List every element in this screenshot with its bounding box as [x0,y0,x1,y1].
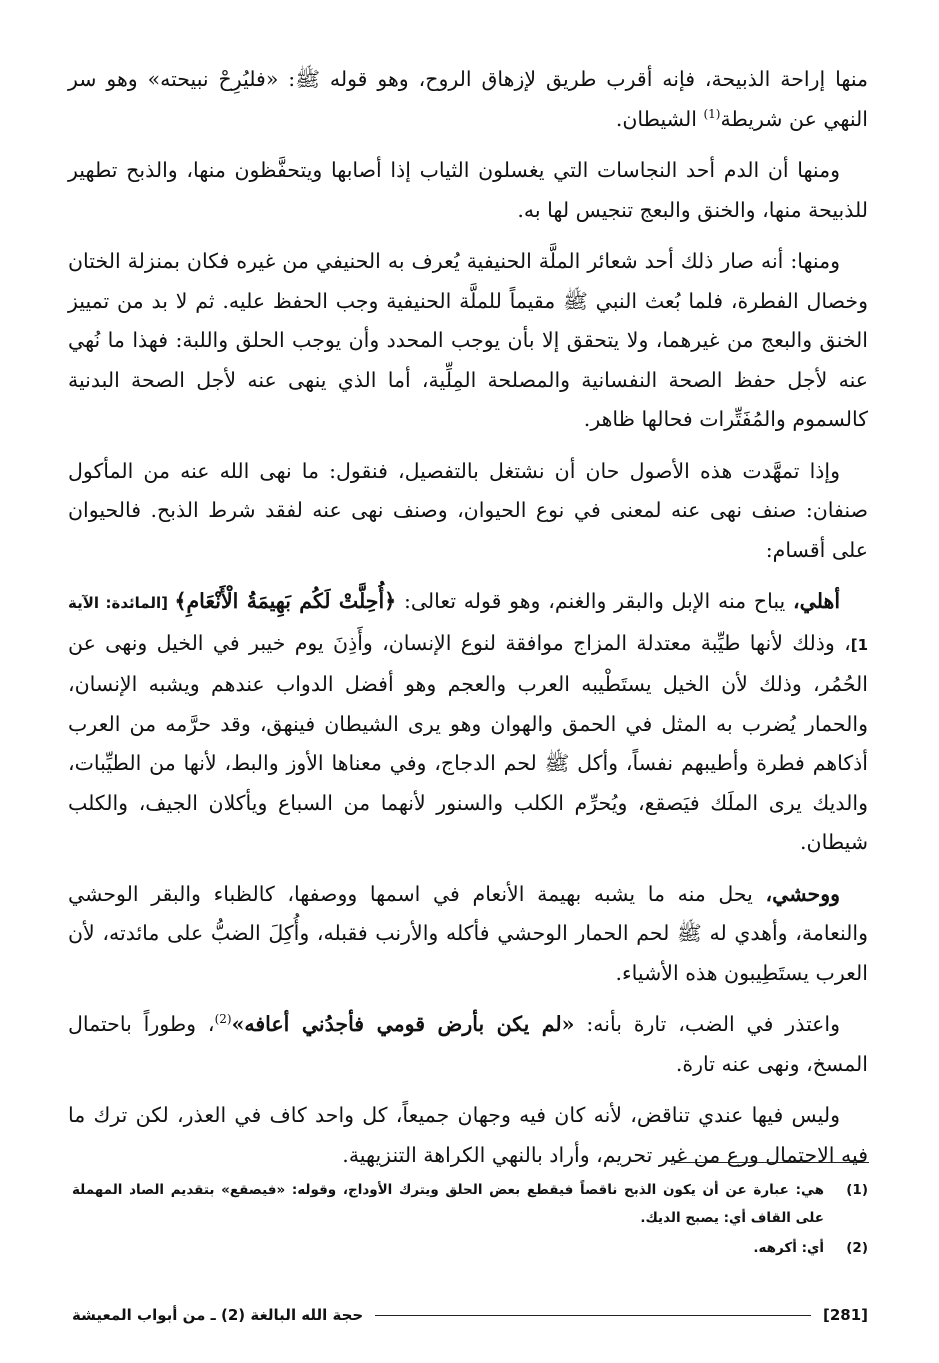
paragraph-7 [68,1005,868,1084]
verse-reference: [المائدة: الآية 1] [68,594,868,654]
page-number: [281] [822,1306,868,1324]
footnote-number: (2) [846,1240,868,1256]
paragraph-text: ومنها أن الدم أحد النجاسات التي يغسلون الثياب إذا أصابها ويتحفَّظون منها، والذبح تطهير للذبيحة منها، والخنق والبعج تنجيس لها به. [68,158,868,222]
hadith-quote: «لم يكن بأرض قومي فأجدُني أعافه» [231,1012,575,1036]
footnote-divider [674,1162,869,1163]
paragraph-6 [68,875,868,994]
paragraph-text: منها إراحة الذبيحة، فإنه أقرب طريق لإزهاق الروح، وهو قوله ﷺ: «فليُرِحْ نبيحته» وهو سر النهي عن شريطة [68,67,868,131]
paragraph-3 [68,242,868,440]
paragraph-lead: ووحشي، [765,881,840,906]
quran-verse: ﴿أُحِلَّتْ لَكُم بَهِيمَةُ الْأَنْعَامِ﴾ [174,589,397,613]
paragraph-text: وليس فيها عندي تناقض، لأنه كان فيه وجهان جميعاً، كل واحد كاف في العذر، لكن ترك ما فيه الاحتمال ورع من غير تحريم، وأراد بالنهي الكراهة التنزيهية. [68,1103,868,1167]
footer-divider [375,1315,811,1316]
paragraph-2 [68,151,868,230]
paragraph-text: ومنها: أنه صار ذلك أحد شعائر الملَّة الحنيفية يُعرف به الحنيفي من غيره فكان بمنزلة الختان وخصال الفطرة، فلما بُعث النبي ﷺ مقيماً للملَّة الحنيفية وجب الحفظ عليه. ثم لا بد من تمييز الخنق والبعج من غيرهما، ولا يتحقق إلا بأن يوجب المحدد وأن يوجب الحلق واللبة: فهذا ما نُهي عنه لأجل حفظ الصحة النفسانية والمصلحة المِلِّية، أما الذي ينهى عنه لأجل الصحة البدنية كالسموم والمُفَتِّرات فحالها ظاهر. [68,249,868,431]
footnote-text: أي: أكرهه. [753,1240,824,1256]
footnote-1 [72,1176,868,1232]
paragraph-1 [68,60,868,139]
footnotes [72,1176,868,1264]
footnote-ref-2: (2) [214,1012,232,1027]
paragraph-5 [68,582,868,863]
paragraph-text: وإذا تمهَّدت هذه الأصول حان أن نشتغل بالتفصيل، فنقول: ما نهى الله عنه من المأكول صنفان: صنف نهى عنه لمعنى في نوع الحيوان، وصنف نهى عنه لفقد شرط الذبح. فالحيوان على أقسام: [68,458,868,562]
footnote-text: هي: عبارة عن أن يكون الذبح ناقصاً فيقطع بعض الحلق ويترك الأوداج، وقوله: «فيصقع» بتقديم الصاد المهملة على القاف أي: يصبح الديك. [72,1182,824,1226]
paragraph-text: واعتذر في الضب، تارة بأنه: [574,1012,840,1036]
footnote-ref-1: (1) [703,106,721,121]
book-title: حجة الله البالغة (2) ـ من أبواب المعيشة [72,1306,364,1324]
main-text [68,60,868,1187]
footnote-2 [72,1234,868,1262]
paragraph-8 [68,1096,868,1175]
paragraph-text: ، وذلك لأنها طيِّبة معتدلة المزاج موافقة لنوع الإنسان، وأَذِنَ يوم خيبر في الخيل ونهى عن الحُمُر، وذلك لأن الخيل يستَطْيبه العرب والعجم وهو أفضل الدواب عندهم ويشبه الإنسان، والحمار يُضرب به المثل في الحمق والهوان وهو يرى الشيطان فينهق، وقد حرَّمه من العرب أذكاهم فطرة وأطيبهم نفساً، وأكل ﷺ لحم الدجاج، وفي معناها الأوز والبط، لأنها من الطيِّبات، والديك يرى الملَك فيَصقع، ويُحرِّم الكلب والسنور لأنهما من السباع ويأكلان الجيف، والكلب شيطان. [68,630,868,854]
running-footer [72,1300,868,1330]
paragraph-text: ، وطوراً باحتمال المسخ، ونهى عنه تارة. [68,1012,868,1076]
footnote-number: (1) [846,1182,868,1198]
paragraph-text: يحل منه ما يشبه بهيمة الأنعام في اسمها ووصفها، كالظباء والبقر الوحشي والنعامة، وأهدي له ﷺ لحم الحمار الوحشي فأكله والأرنب فقبله، وأُكِلَ الضبُّ على مائدته، لأن العرب يستَطِيبون هذه الأشياء. [68,881,868,985]
paragraph-4 [68,452,868,571]
paragraph-lead: أهلي، [793,589,841,613]
paragraph-text: الشيطان. [615,106,704,131]
paragraph-text: يباح منه الإبل والبقر والغنم، وهو قوله تعالى: [396,589,794,613]
